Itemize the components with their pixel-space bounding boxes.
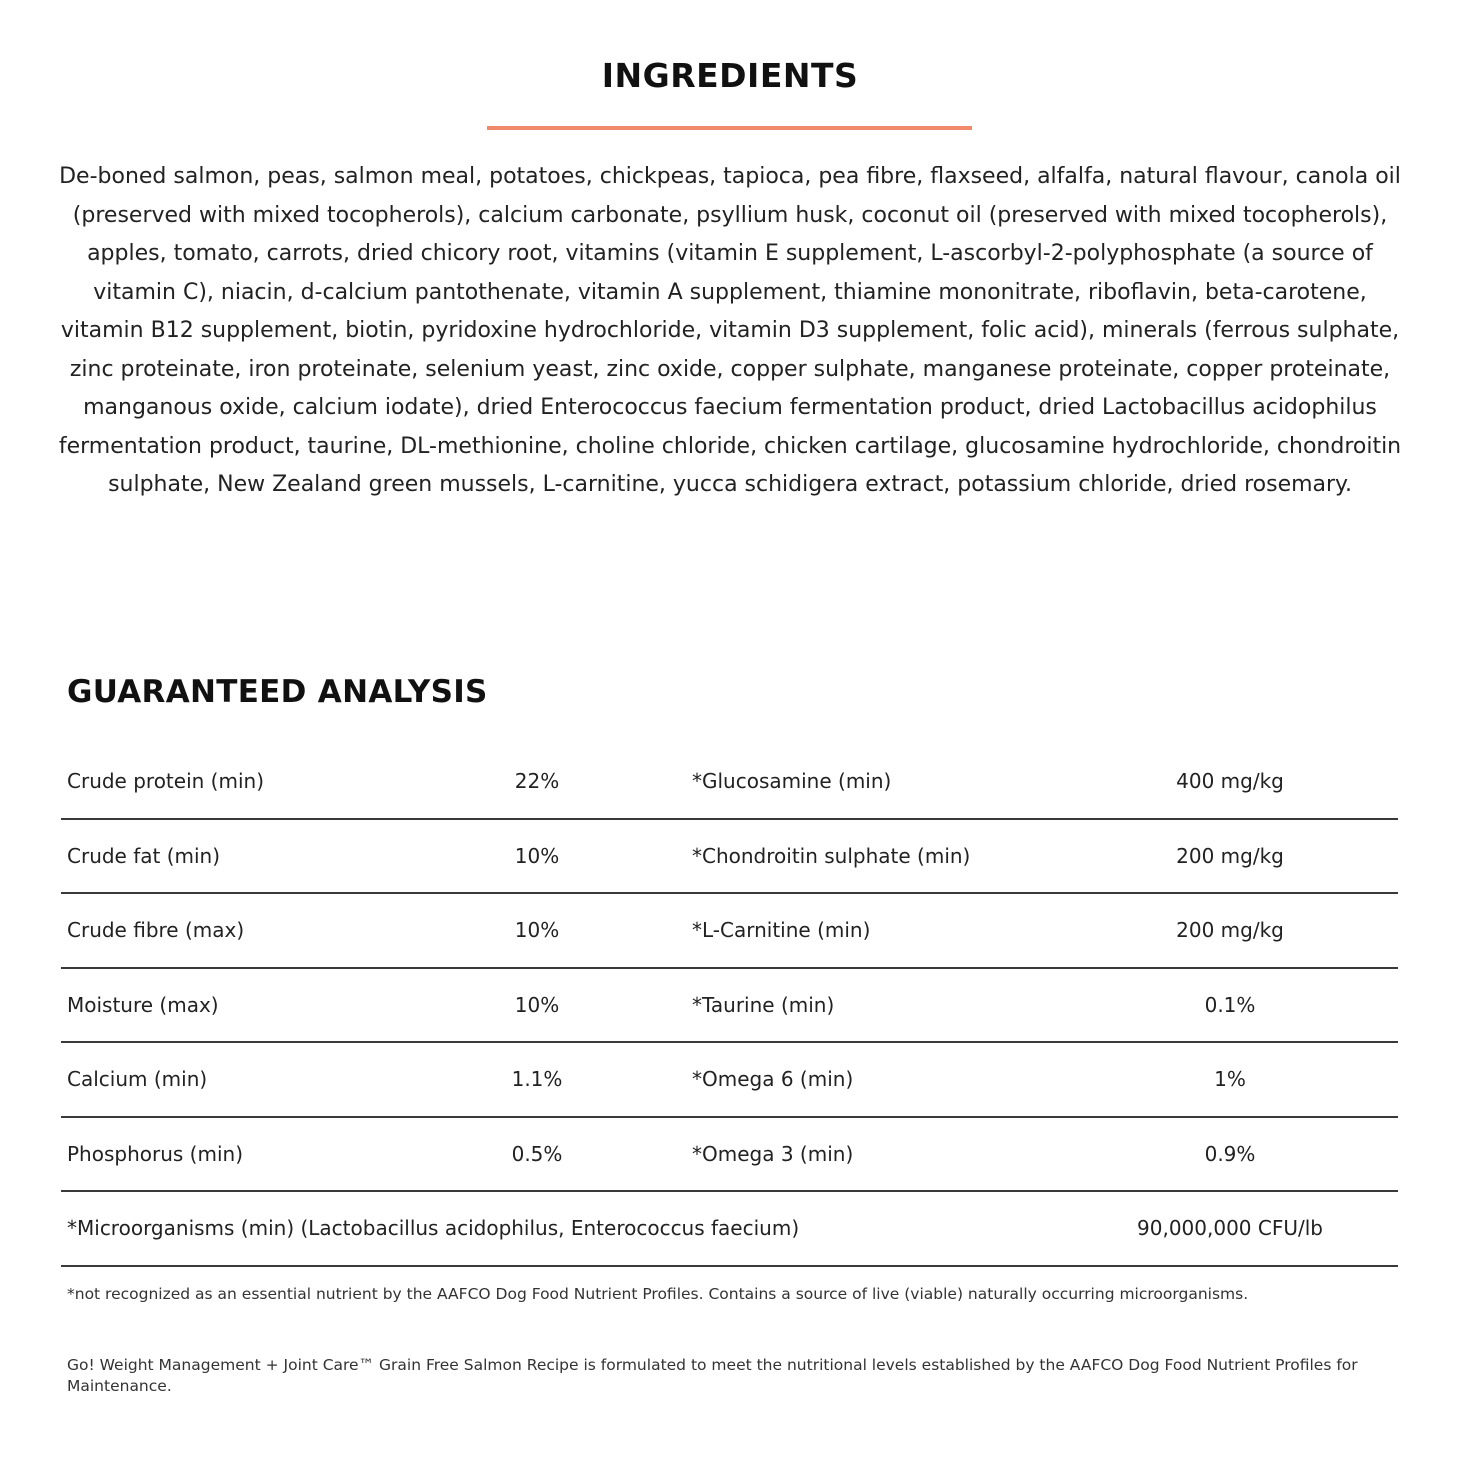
nutrient-value: 90,000,000 CFU/lb	[1137, 1216, 1323, 1240]
analysis-table	[61, 745, 1398, 1267]
nutrient-name: Calcium (min)	[67, 1067, 208, 1091]
table-row	[61, 1192, 1398, 1267]
nutrient-name: *Taurine (min)	[692, 992, 835, 1017]
nutrient-name: *Glucosamine (min)	[692, 769, 892, 793]
nutrient-name: *Microorganisms (min) (Lactobacillus acidophilus, Enterococcus faecium)	[67, 1216, 800, 1240]
nutrient-value: 10%	[514, 843, 560, 868]
nutrient-value: 400 mg/kg	[1176, 769, 1284, 793]
nutrient-name: Moisture (max)	[67, 992, 219, 1017]
nutrient-value: 200 mg/kg	[1176, 918, 1284, 942]
nutrient-value: 0.9%	[1204, 1141, 1256, 1166]
table-row	[61, 894, 1398, 969]
nutrient-value: 10%	[514, 992, 560, 1017]
table-row	[61, 1043, 1398, 1118]
accent-divider	[487, 126, 972, 130]
nutrient-value: 10%	[514, 918, 560, 942]
nutrient-value: 22%	[514, 769, 560, 793]
nutrient-name: Crude protein (min)	[67, 769, 264, 793]
nutrient-value: 1.1%	[511, 1067, 563, 1091]
nutrient-name: Crude fibre (max)	[67, 918, 245, 942]
nutrient-name: Phosphorus (min)	[67, 1141, 243, 1166]
table-row	[61, 745, 1398, 820]
guaranteed-analysis-title: GUARANTEED ANALYSIS	[67, 674, 488, 710]
aafco-statement: Go! Weight Management + Joint Care™ Grain Free Salmon Recipe is formulated to meet the nutritional levels established by the AAFCO Dog Food Nutrient Profiles for Maintenance.	[67, 1356, 1358, 1395]
table-row	[61, 820, 1398, 895]
table-row	[61, 1118, 1398, 1193]
nutrient-name: *Chondroitin sulphate (min)	[692, 843, 971, 868]
ingredients-list: De-boned salmon, peas, salmon meal, potatoes, chickpeas, tapioca, pea fibre, flaxseed, alfalfa, natural flavour, canola oil (preserved with mixed tocopherols), calcium carbonate, psyllium husk, coconut oil (preserved with mixed tocopherols), apples, tomato, carrots, dried chicory root, vitamins (vitamin E supplement, L-ascorbyl-2-polyphosphate (a source of vitamin C), niacin, d-calcium pantothenate, vitamin A supplement, thiamine mononitrate, riboflavin, beta-carotene, vitamin B12 supplement, biotin, pyridoxine hydrochloride, vitamin D3 supplement, folic acid), minerals (ferrous sulphate, zinc proteinate, iron proteinate, selenium yeast, zinc oxide, copper sulphate, manganese proteinate, copper proteinate, manganous oxide, calcium iodate), dried Enterococcus faecium fermentation product, dried Lactobacillus acidophilus fermentation product, taurine, DL-methionine, choline chloride, chicken cartilage, glucosamine hydrochloride, chondroitin sulphate, New Zealand green mussels, L-carnitine, yucca schidigera extract, potassium chloride, dried rosemary.	[58, 164, 1402, 497]
nutrient-value: 0.5%	[511, 1141, 563, 1166]
footnote: *not recognized as an essential nutrient by the AAFCO Dog Food Nutrient Profiles. Contains a source of live (viable) naturally occurring microorganisms.	[67, 1285, 1249, 1303]
table-row	[61, 969, 1398, 1044]
nutrient-value: 1%	[1214, 1067, 1246, 1091]
nutrient-name: *L-Carnitine (min)	[692, 918, 871, 942]
nutrient-value: 0.1%	[1204, 992, 1256, 1017]
nutrient-name: Crude fat (min)	[67, 843, 221, 868]
nutrient-name: *Omega 3 (min)	[692, 1141, 854, 1166]
ingredients-title: INGREDIENTS	[601, 56, 859, 95]
nutrient-name: *Omega 6 (min)	[692, 1067, 854, 1091]
nutrient-value: 200 mg/kg	[1176, 843, 1284, 868]
